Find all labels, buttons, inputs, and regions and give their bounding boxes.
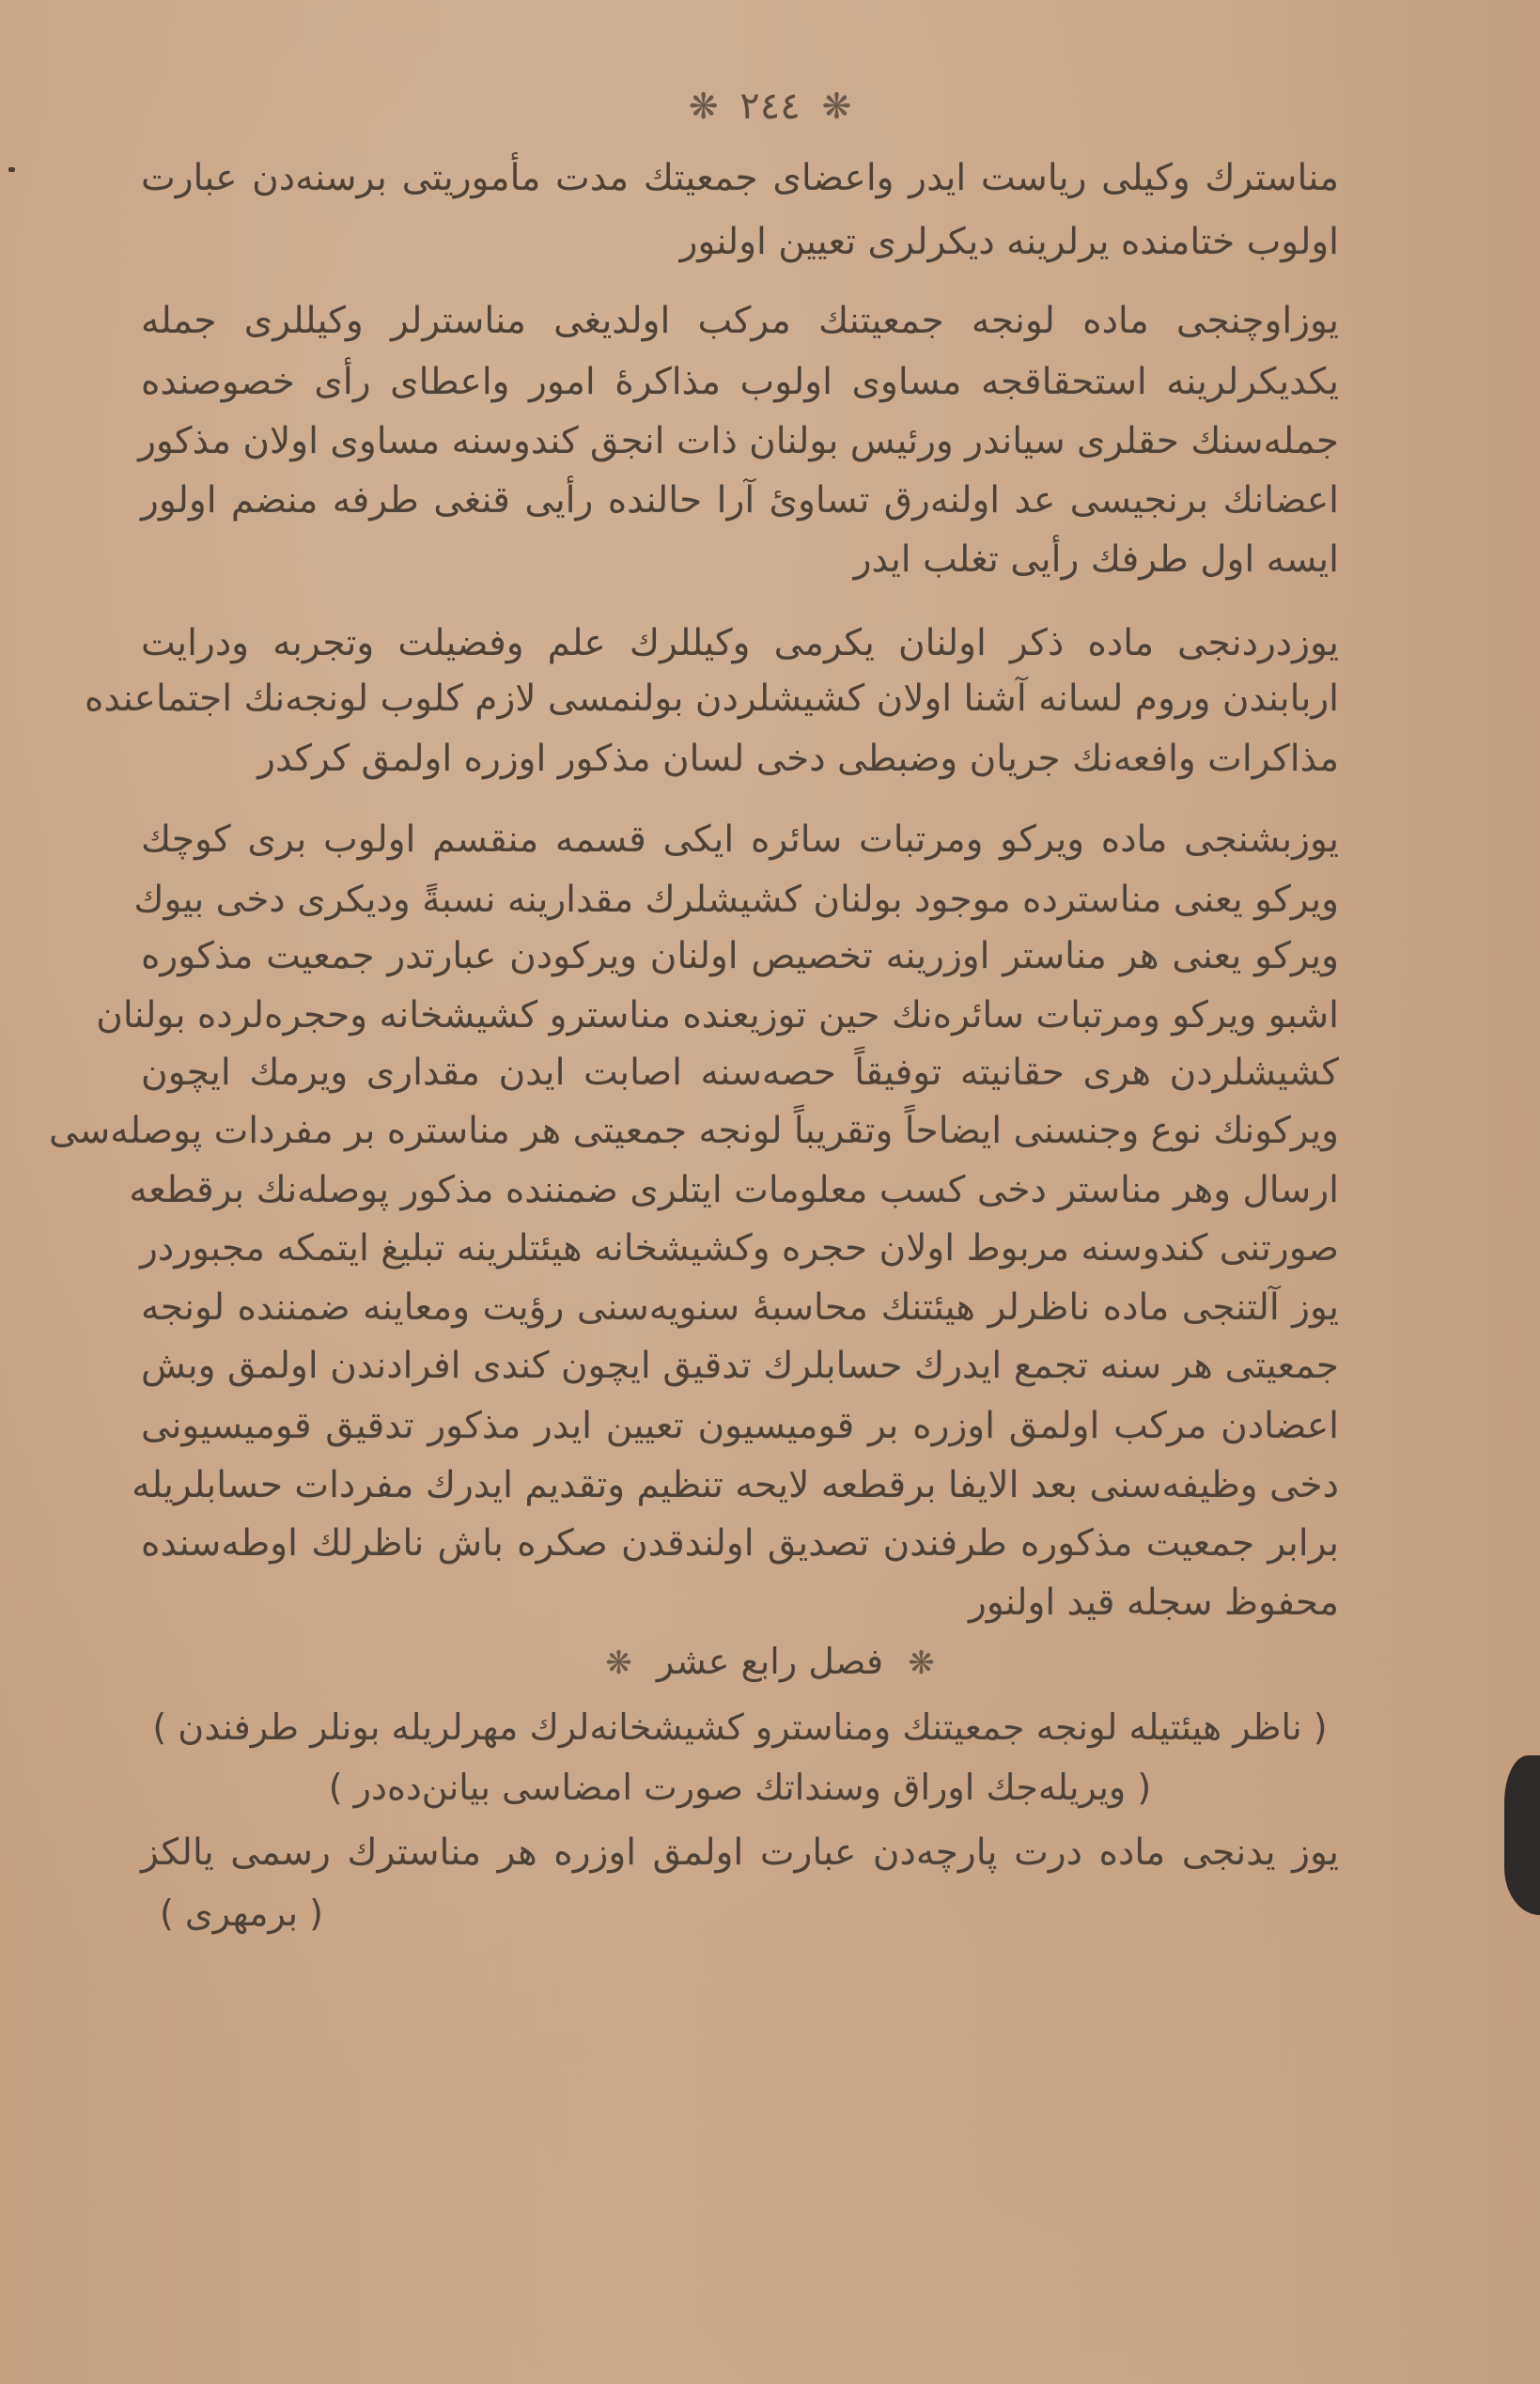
- text-line: برابر جمعيت مذكوره طرفندن تصديق اولندقدن صكره باش ناظرلك اوطه‌سنده: [141, 1522, 1339, 1565]
- text-line: كشيشلردن هرى حقانيته توفيقاً حصه‌سنه اصابت ايدن مقدارى ويرمك ايچون: [141, 1052, 1339, 1094]
- text-line: مناسترك وكيلى رياست ايدر واعضاى جمعيتك مدت مأموريتى برسنه‌دن عبارت: [141, 157, 1339, 199]
- article-line: يوز يدنجى ماده درت پارچه‌دن عبارت اولمق اوزره هر مناسترك رسمى يالكز: [141, 1831, 1339, 1874]
- margin-ink-dot: [8, 167, 15, 172]
- text-line: مذاكرات وافعه‌نك جريان وضبطى دخى لسان مذكور اوزره اولمق كركدر: [257, 738, 1339, 780]
- text-line: جمعيتى هر سنه تجمع ايدرك حسابلرك تدقيق ايچون كندى افرادندن اولمق وبش: [141, 1345, 1339, 1387]
- section-heading: [0, 1633, 1540, 1691]
- text-line: اعضادن مركب اولمق اوزره بر قوميسيون تعيين ايدر مذكور تدقيق قوميسيونى: [141, 1405, 1339, 1447]
- trailing-parenthetical: ( برمهرى ): [160, 1893, 323, 1934]
- article-line: يوزاوچنجى ماده لونجه جمعيتنك مركب اولديغى مناسترلر وكيللرى جمله‌: [141, 300, 1339, 342]
- text-line: اعضانك برنجيسى عد اولنه‌رق تساوىٔ آرا حالنده رأيى قنغى طرفه منضم اولور: [141, 479, 1339, 522]
- text-line: صورتنى كندوسنه مربوط اولان حجره وكشيشخانه هيئتلرينه تبليغ ايتمكه مجبوردر: [140, 1227, 1339, 1270]
- text-line: ايسه اول طرفك رأيى تغلب ايدر: [853, 538, 1339, 581]
- section-subtitle-line: ( ناظر هيئتيله لونجه جمعيتنك ومناسترو كشيشخانه‌لرك مهرلريله بونلر طرفندن ): [152, 1706, 1328, 1748]
- article-line: يوزبشنجى ماده ويركو ومرتبات سائره ايكى قسمه منقسم اولوب برى كوچك: [141, 818, 1339, 861]
- section-heading-text: فصل رابع عشر: [656, 1641, 884, 1682]
- text-line: دخى وظيفه‌سنى بعد الايفا برقطعه لايحه تنظيم وتقديم ايدرك مفردات حسابلريله: [132, 1464, 1339, 1506]
- text-line: جمله‌سنك حقلرى سياندر ورئيس بولنان ذات انجق كندوسنه مساوى اولان مذكور: [138, 420, 1339, 462]
- text-line: ويركو يعنى هر مناستر اوزرينه تخصيص اولنان ويركودن عبارتدر جمعيت مذكوره: [141, 935, 1339, 977]
- text-line: محفوظ سجله قيد اولنور: [968, 1582, 1339, 1624]
- text-line: ارسال وهر مناستر دخى كسب معلومات ايتلرى ضمننده مذكور پوصله‌نك برقطعه: [129, 1169, 1339, 1211]
- article-line: يوز آلتنجى ماده ناظرلر هيئتنك محاسبهٔ سنويه‌سنى رؤيت ومعاينه ضمننده لونجه: [141, 1286, 1339, 1329]
- section-subtitle-line: ( ويريله‌جك اوراق وسنداتك صورت امضاسى بيانن‌ده‌در ): [328, 1767, 1152, 1808]
- flower-ornament-icon: ❋: [821, 86, 852, 127]
- page-edge-shadow: [1504, 1755, 1540, 1915]
- text-line: ويركونك نوع وجنسنى ايضاحاً وتقريباً لونجه جمعيتى هر مناستره بر مفردات پوصله‌سى: [49, 1110, 1339, 1152]
- text-line: يكديكرلرينه استحقاقجه مساوى اولوب مذاكرهٔ امور واعطاى رأى خصوصنده: [141, 361, 1339, 403]
- text-line: اربابندن وروم لسانه آشنا اولان كشيشلردن بولنمسى لازم كلوب لونجه‌نك اجتماعنده: [85, 678, 1339, 720]
- flower-ornament-icon: ❋: [688, 86, 719, 127]
- flower-ornament-icon: ❋: [605, 1644, 632, 1682]
- text-line: اولوب ختامنده يرلرينه ديكرلرى تعيين اولنور: [679, 221, 1339, 263]
- page-header: [0, 77, 1540, 132]
- text-line: اشبو ويركو ومرتبات سائره‌نك حين توزيعنده مناسترو كشيشخانه وحجره‌لرده بولنان: [96, 994, 1339, 1036]
- text-line: ويركو يعنى مناسترده موجود بولنان كشيشلرك مقدارينه نسبةً وديكرى دخى بيوك: [133, 879, 1339, 921]
- flower-ornament-icon: ❋: [908, 1644, 935, 1682]
- article-line: يوزدردنجى ماده ذكر اولنان يكرمى وكيللرك علم وفضيلت وتجربه ودرايت: [141, 622, 1339, 664]
- page-number: ٢٤٤: [739, 85, 801, 128]
